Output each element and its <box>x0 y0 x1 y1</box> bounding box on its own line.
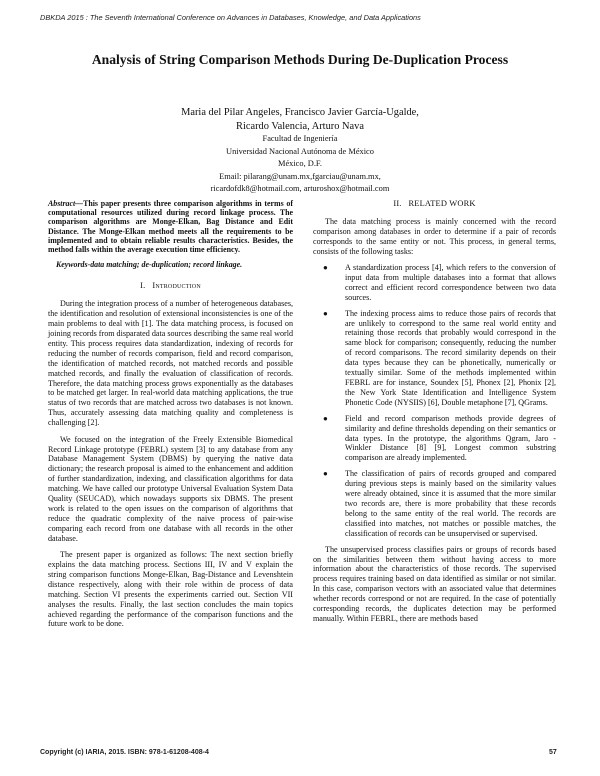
intro-paragraph-1: During the integration process of a number of heterogeneous databases, the identification and resolution of extensional inconsistencies is one of the main problems to deal with [1]. The data matching process, is focused on joining records from disparated data sources describing the same real world entity. This process requires data standardization, indexing of records for reducing the number of records comparison, field and record comparison, the identification of matched records, not matched records and possible matched records, and finally the evaluation of classification of records. Therefore, the data matching process grows exponentially as the databases to be matched get larger. In real-world data matching applications, the true status of two records that are matched across two databases is not known. Thus, accurately assessing data matching quality and completeness is challenging [2]. <box>48 299 293 428</box>
section-number: II. <box>393 199 402 208</box>
affiliation-faculty: Facultad de Ingeniería <box>262 134 338 143</box>
section-title: RELATED WORK <box>408 199 476 208</box>
author-names-line2: Ricardo Valencia, Arturo Nava <box>236 120 364 132</box>
section-title: Introduction <box>152 281 201 291</box>
section-heading-related-work <box>313 199 556 209</box>
section-number: I. <box>140 281 146 291</box>
author-block <box>0 106 600 196</box>
list-item-text: Field and record comparison methods provide degrees of similarity and define thresholds depending on their semantics or data types. In the prototype, the algorithms Qgram, Jaro - Winkler Distance [8] [9], Longest common substring comparison are already implemented. <box>345 413 556 463</box>
intro-paragraph-3: The present paper is organized as follows: The next section briefly explains the data matching process. Sections III, IV and V explain the string comparison functions Monge-Elkan, Bag-Distance and Levenshtein distance respectively, along with their role within de process of data matching. Section VI presents the experiments carried out. Section VII analyses the results. Finally, the last section concludes the main topics achieved regarding the performance of the comparison functions and the future work to be done. <box>48 550 293 629</box>
bullet-icon: ● <box>323 413 328 423</box>
page-number: 57 <box>549 749 557 756</box>
list-item <box>313 309 556 408</box>
footer-copyright: Copyright (c) IARIA, 2015. ISBN: 978-1-61208-408-4 <box>40 749 209 756</box>
section-heading-introduction <box>48 281 293 291</box>
keywords <box>56 260 293 269</box>
related-work-intro: The data matching process is mainly concerned with the record comparison among databases in order to determine if a pair of records corresponds to the same entity or not. This process, in general terms, consists of the following tasks: <box>313 216 556 256</box>
list-item-text: A standardization process [4], which refers to the conversion of input data from multiple databases into a format that allows correct and efficient record correspondence between two data sources. <box>345 263 556 302</box>
list-item-text: The indexing process aims to reduce those pairs of records that are unlikely to correspond to the same real world entity and retaining those records that probably would correspond in the same block for comparison; consequently, reducing the number of record comparisons. The record similarity depends on their data types because they can be phonetically, numerically or textually similar. Some of the methods implemented within FEBRL are for instance, Soundex [5], Phonex [2], Phonix [2], the New York State Identification and Intelligence System Phonetic Code (NYSIIS) [6], Double metaphone [7], QGrams. <box>345 308 556 407</box>
bullet-icon: ● <box>323 469 328 479</box>
abstract-text: This paper presents three comparison algorithms in terms of computational resources utilized during record linkage process. The comparison algorithms are Monge-Elkan, Bag Distance and Edit Distance. The Monge-Elkan method meets all the requirements to be implemented and to obtain reliable results characteristics. Besides, the method falls within the average execution time efficiency. <box>48 199 293 255</box>
left-column <box>48 199 293 636</box>
list-item <box>313 469 556 538</box>
abstract-label: Abstract— <box>48 199 84 208</box>
bullet-icon: ● <box>323 308 328 318</box>
affiliation-university: Universidad Nacional Autónoma de México <box>226 146 374 156</box>
keywords-label: Keywords- <box>56 260 91 270</box>
intro-paragraph-2: We focused on the integration of the Freely Extensible Biomedical Record Linkage prototype (FEBRL) system [3] to any database from any Database Management System (DBMS) by querying the native data dictionary; the research proposal is aimed to the enhancement and addition of further standardization, indexing, and classification algorithms for data matching. We have called our prototype Universal Evaluation System Data Quality (SEUCAD), which nowadays supports six DBMS. The present work is related to the open issues on the comparison of algorithms that reduce the quadratic complexity of the naive process of pair-wise comparing each record from one database with all records in the other database. <box>48 434 293 543</box>
affiliation-city: México, D.F. <box>278 159 322 169</box>
author-names-line1: Maria del Pilar Angeles, Francisco Javier García-Ugalde, <box>181 107 419 118</box>
list-item <box>313 263 556 303</box>
abstract <box>48 199 293 254</box>
related-work-outro: The unsupervised process classifies pairs or groups of records based on the similarities between them without having access to more information about the characteristics of those records. The supervised process requires training based on data identified as similar or not similar. In this case, comparison vectors with an associated value that determines whether records correspond or not are required. In the case of potentially corresponding records, the duplicates detection may be performed manually. Within FEBRL, there are methods based <box>313 544 556 623</box>
right-column <box>313 199 556 630</box>
bullet-icon: ● <box>323 263 328 273</box>
conference-header: DBKDA 2015 : The Seventh International Conference on Advances in Databases, Knowledge, and Data Applications <box>40 13 421 22</box>
list-item <box>313 414 556 464</box>
keywords-text: data matching; de-duplication; record linkage. <box>90 260 243 270</box>
author-emails-line1: Email: pilarang@unam.mx,fgarciau@unam.mx, <box>219 171 381 181</box>
list-item-text: The classification of pairs of records grouped and compared during previous steps is mainly based on the similarity values were already obtained, since it is assumed that the more similar two records are, there is more probability that these records belong to the same entity of the real world. The records are classified into matches, not matches or possible matches, the classification of records can be unsupervised or supervised. <box>345 469 556 538</box>
task-list <box>313 263 556 539</box>
author-emails-line2: ricardofdk8@hotmail.com, arturoshox@hotmail.com <box>210 184 390 194</box>
paper-title: Analysis of String Comparison Methods During De-Duplication Process <box>91 52 509 67</box>
